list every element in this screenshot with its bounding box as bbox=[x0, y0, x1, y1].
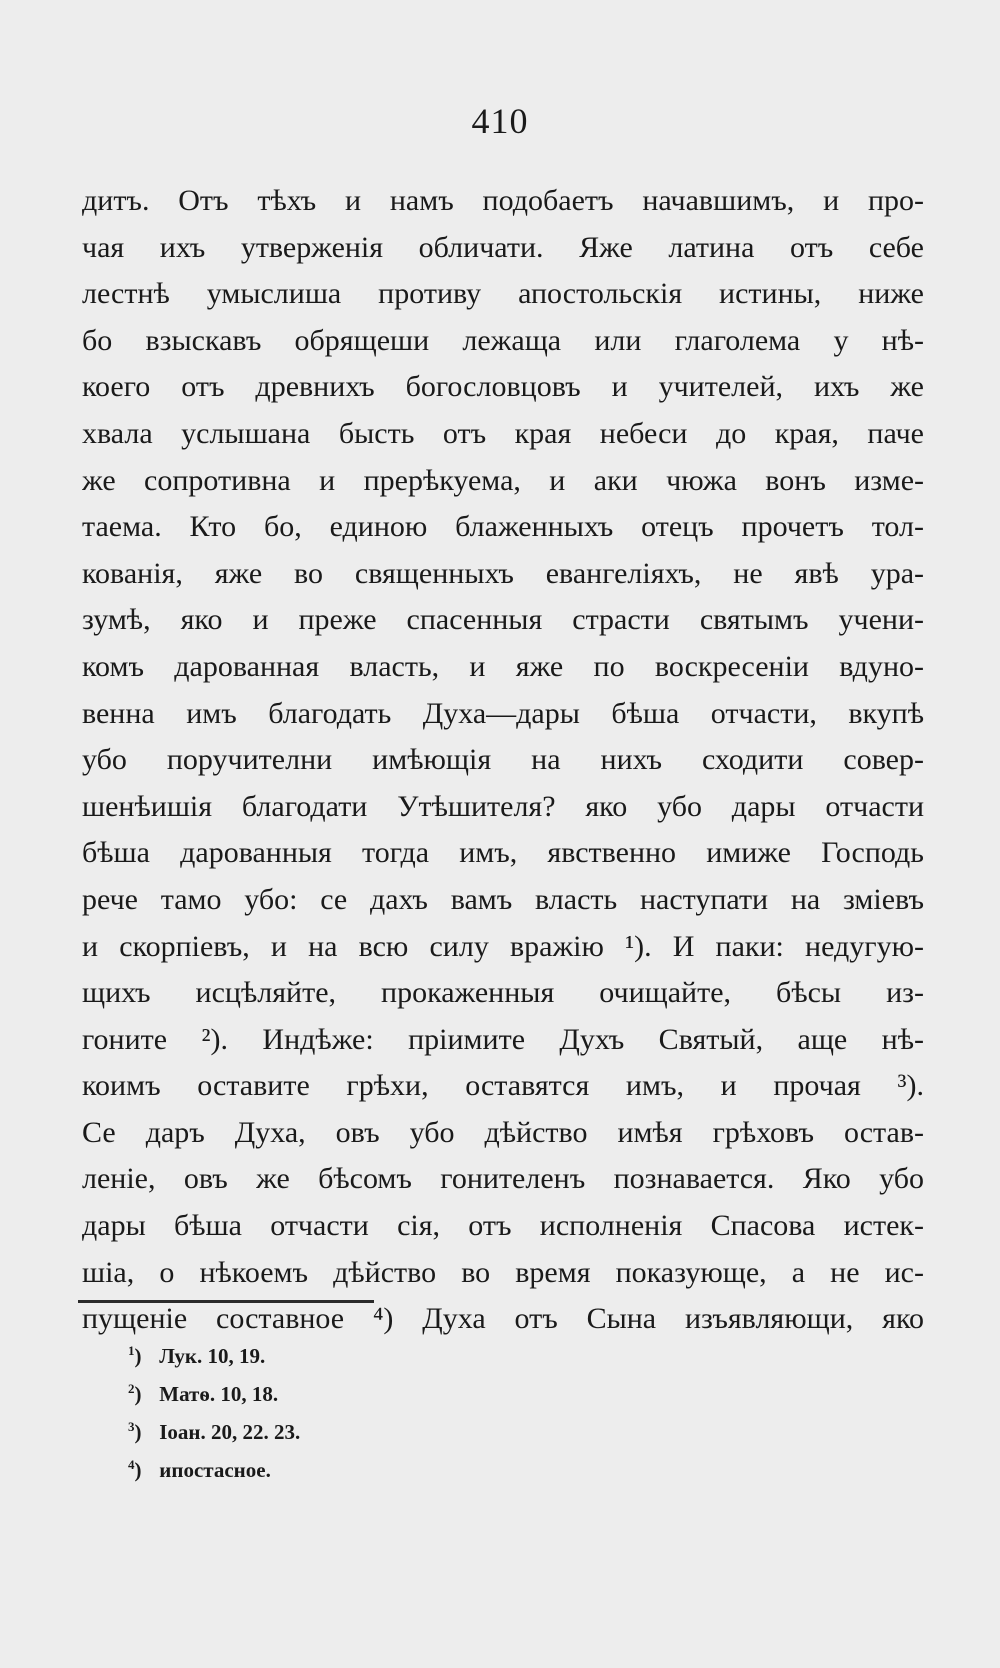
page-number: 410 bbox=[471, 101, 529, 141]
text-line: бо взыскавъ обрящеши лежаща или глаголема у нѣ- bbox=[82, 323, 924, 357]
footnote bbox=[128, 1332, 728, 1370]
text-line: шенѣишія благодати Утѣшителя? яко убо дары отчасти bbox=[82, 789, 924, 823]
text-line: убо поручителни имѣющія на нихъ сходити совер- bbox=[82, 743, 924, 777]
text-line: чая ихъ утверженія обличати. Яже латина отъ себе bbox=[82, 230, 924, 264]
text-line: гоните ²). Индѣже: пріимите Духъ Святый, аще нѣ- bbox=[82, 1022, 924, 1056]
footnote-divider bbox=[78, 1300, 374, 1303]
text-line: рече тамо убо: се дахъ вамъ власть наступати на зміевъ bbox=[82, 882, 924, 916]
body-text bbox=[82, 178, 924, 1343]
footnote-text: Матѳ. 10, 18. bbox=[159, 1382, 279, 1406]
text-line: венна имъ благодать Духа—дары бѣша отчасти, вкупѣ bbox=[82, 696, 924, 730]
text-line: Се даръ Духа, овъ убо дѣйство имѣя грѣховъ остав- bbox=[82, 1115, 924, 1149]
text-line: коего отъ древнихъ богословцовъ и учителей, ихъ же bbox=[82, 370, 924, 404]
text-line: дары бѣша отчасти сія, отъ исполненія Спасова истек- bbox=[82, 1209, 924, 1243]
text-line: таема. Кто бо, единою блаженныхъ отецъ прочетъ тол- bbox=[82, 510, 924, 544]
footnote-mark: $^3$) bbox=[128, 1419, 142, 1444]
text-line: щихъ исцѣляйте, прокаженныя очищайте, бѣсы из- bbox=[82, 976, 924, 1010]
footnote bbox=[128, 1446, 728, 1484]
footnotes bbox=[128, 1332, 728, 1484]
text-line: бѣша дарованныя тогда имъ, явственно имиже Господь bbox=[82, 836, 924, 870]
text-line: коимъ оставите грѣхи, оставятся имъ, и прочая ³). bbox=[82, 1069, 924, 1103]
text-line: дитъ. Отъ тѣхъ и намъ подобаетъ начавшимъ, и про- bbox=[82, 184, 924, 217]
text-line: зумѣ, яко и преже спасенныя страсти святымъ учени- bbox=[82, 603, 924, 637]
footnote-mark: $^4$) bbox=[128, 1457, 142, 1482]
text-line: кованія, яже во священныхъ евангеліяхъ, не явѣ ура- bbox=[82, 556, 924, 590]
footnote-text: ипостасное. bbox=[159, 1458, 271, 1482]
text-line: шіа, о нѣкоемъ дѣйство во время показующе, а не ис- bbox=[82, 1255, 924, 1289]
footnote-mark: $^1$) bbox=[128, 1343, 142, 1368]
text-line: и скорпіевъ, и на всю силу вражію ¹). И паки: недугую- bbox=[82, 929, 924, 963]
text-line: хвала услышана бысть отъ края небеси до края, паче bbox=[82, 416, 924, 450]
footnote bbox=[128, 1408, 728, 1446]
text-line: комъ дарованная власть, и яже по воскресеніи вдуно- bbox=[82, 649, 924, 683]
text-line: лестнѣ умыслиша противу апостольскія истины, ниже bbox=[82, 277, 924, 311]
footnote-text: Лук. 10, 19. bbox=[159, 1344, 266, 1368]
footnote bbox=[128, 1370, 728, 1408]
text-line: же сопротивна и прерѣкуема, и аки чюжа вонъ изме- bbox=[82, 463, 924, 497]
footnote-text: Іоан. 20, 22. 23. bbox=[159, 1420, 301, 1444]
text-line: леніе, овъ же бѣсомъ гонителенъ познавается. Яко убо bbox=[82, 1162, 924, 1196]
footnote-mark: $^2$) bbox=[128, 1381, 142, 1406]
text-line: пущеніе составное ⁴) Духа отъ Сына изъявляющи, яко bbox=[82, 1302, 924, 1336]
